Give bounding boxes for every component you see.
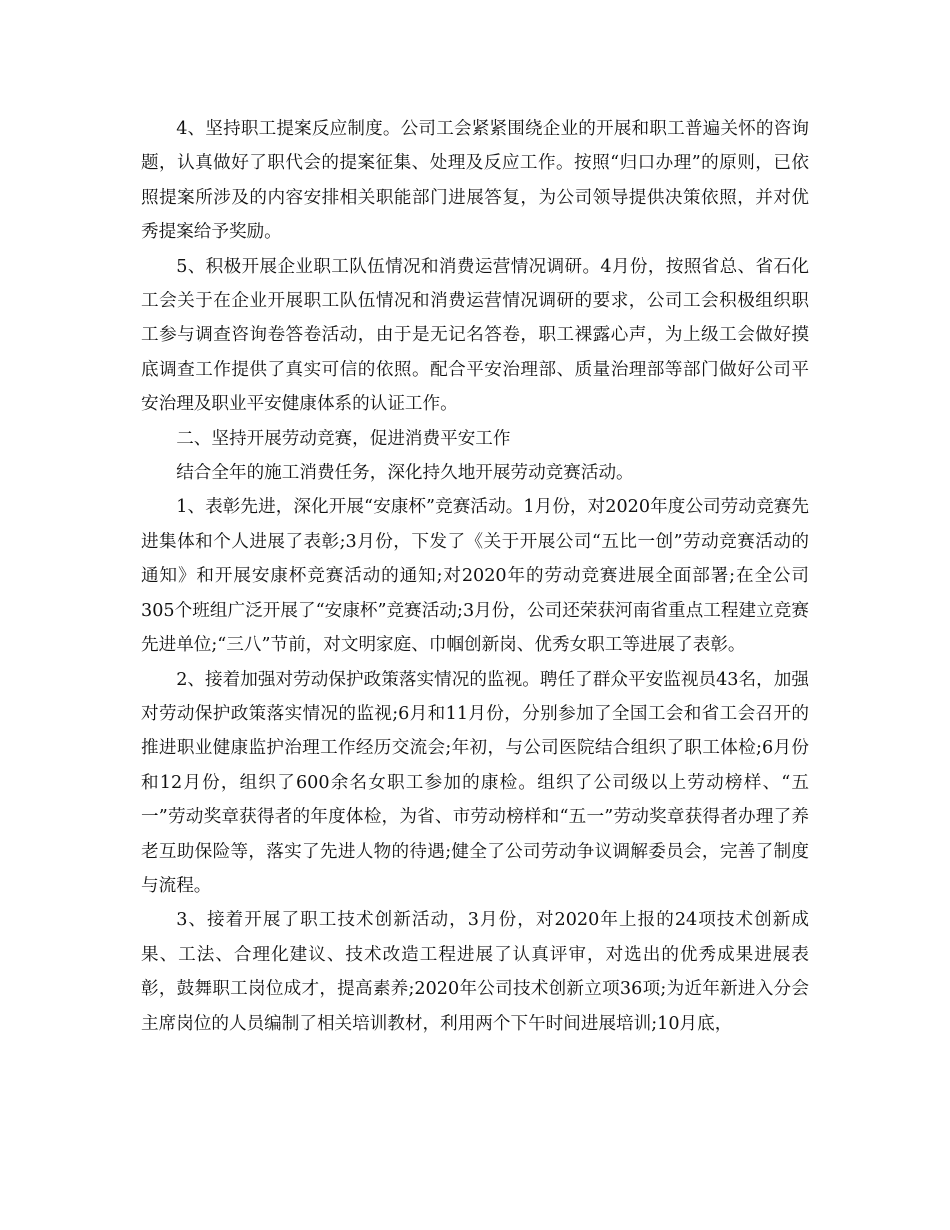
paragraph-proposal-system: 4、坚持职工提案反应制度。公司工会紧紧围绕企业的开展和职工普遍关怀的咨询题，认真做好了职代会的提案征集、处理及反应工作。按照“归口办理”的原则，已依照提案所涉及的内容安排相关职能部门进展答复，为公司领导提供决策依照，并对优秀提案给予奖励。 (141, 119, 809, 243)
paragraph-competition-intro: 结合全年的施工消费任务，深化持久地开展劳动竞赛活动。 (176, 463, 634, 484)
document-body (141, 112, 809, 1041)
section-heading-labor-competition: 二、坚持开展劳动竞赛，促进消费平安工作 (176, 428, 511, 449)
paragraph-ankang-cup: 1、表彰先进，深化开展“安康杯”竞赛活动。1月份，对2020年度公司劳动竞赛先进集体和个人进展了表彰;3月份，下发了《关于开展公司“五比一创”劳动竞赛活动的通知》和开展安康杯竞赛活动的通知;对2020年的劳动竞赛进展全面部署;在全公司305个班组广泛开展了“安康杯”竞赛活动;3月份，公司还荣获河南省重点工程建立竞赛先进单位;“三八”节前，对文明家庭、巾帼创新岗、优秀女职工等进展了表彰。 (141, 497, 809, 656)
paragraph-labor-protection: 2、接着加强对劳动保护政策落实情况的监视。聘任了群众平安监视员43名，加强对劳动保护政策落实情况的监视;6月和11月份，分别参加了全国工会和省工会召开的推进职业健康监护治理工作经历交流会;年初，与公司医院结合组织了职工体检;6月份和12月份，组织了600余名女职工参加的康检。组织了公司级以上劳动榜样、“五一”劳动奖章获得者的年度体检，为省、市劳动榜样和“五一”劳动奖章获得者办理了养老互助保险等，落实了先进人物的待遇;健全了公司劳动争议调解委员会，完善了制度与流程。 (141, 669, 809, 896)
paragraph-tech-innovation: 3、接着开展了职工技术创新活动，3月份，对2020年上报的24项技术创新成果、工法、合理化建议、技术改造工程进展了认真评审，对选出的优秀成果进展表彰，鼓舞职工岗位成才，提高素养;2020年公司技术创新立项36项;为近年新进入分会主席岗位的人员编制了相关培训教材，利用两个下午时间进展培训;10月底， (141, 910, 809, 1034)
paragraph-workforce-survey: 5、积极开展企业职工队伍情况和消费运营情况调研。4月份，按照省总、省石化工会关于在企业开展职工队伍情况和消费运营情况调研的要求，公司工会积极组织职工参与调查咨询卷答卷活动，由于是无记名答卷，职工裸露心声，为上级工会做好摸底调查工作提供了真实可信的依照。配合平安治理部、质量治理部等部门做好公司平安治理及职业平安健康体系的认证工作。 (141, 256, 809, 415)
